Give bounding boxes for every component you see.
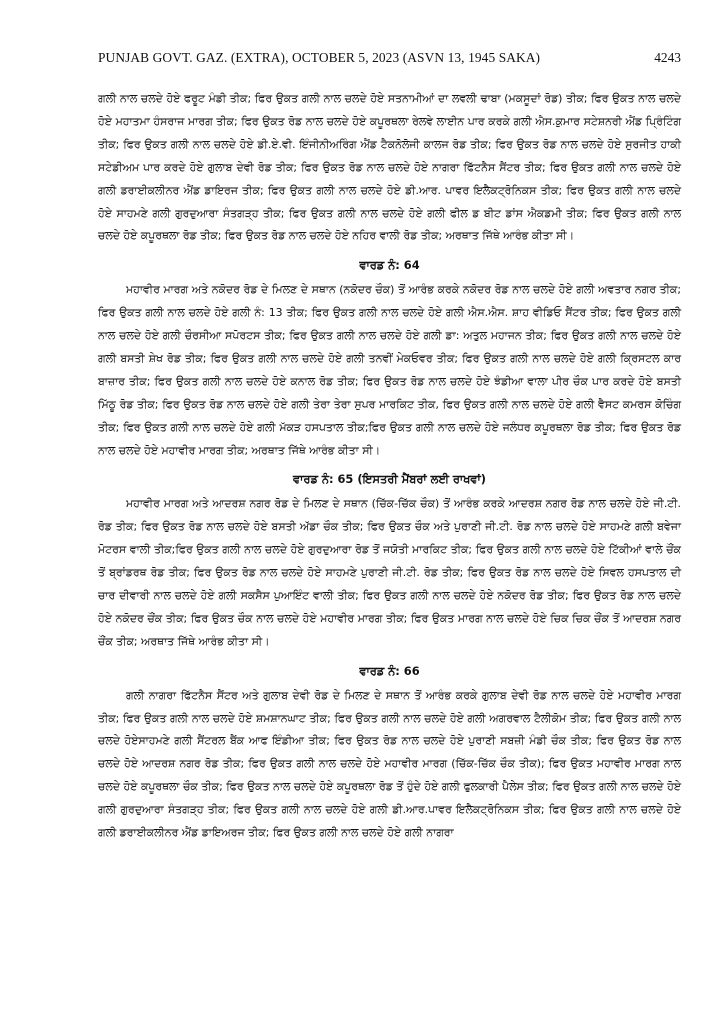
ward-64-heading: ਵਾਰਡ ਨੰ: 64 bbox=[359, 258, 420, 273]
continued-paragraph: ਗਲੀ ਨਾਲ ਚਲਦੇ ਹੋਏ ਫਰੂਟ ਮੰਡੀ ਤੀਕ; ਫਿਰ ਉਕਤ ਗਲੀ ਨਾਲ ਚਲਦੇ ਹੋਏ ਸਤਨਾਮੀਆਂ ਦਾ ਲਵਲੀ ਢਾਬਾ (ਮਕਸੂਦਾਂ ਰੋਡ) ਤੀਕ; ਫਿਰ ਉਕਤ ਨਾਲ ਚਲਦੇ ਹੋਏ ਮਹਾਤਮਾ ਹੰਸਰਾਜ ਮਾਰਗ ਤੀਕ; ਫਿਰ ਉਕਤ ਰੋਡ ਨਾਲ ਚਲਦੇ ਹੋਏ ਕਪੂਰਥਲਾ ਰੇਲਵੇ ਲਾਈਨ ਪਾਰ ਕਰਕੇ ਗਲੀ ਐਸ.ਕੁਮਾਰ ਸਟੇਸ਼ਨਰੀ ਐਂਡ ਪ੍ਰਿੰਟਿੰਗ ਤੀਕ; ਫਿਰ ਉਕਤ ਗਲੀ ਨਾਲ ਚਲਦੇ ਹੋਏ ਡੀ.ਏ.ਵੀ. ਇੰਜੀਨੀਅਰਿੰਗ ਐਂਡ ਟੈਕਨੋਲੋਜੀ ਕਾਲਜ ਰੋਡ ਤੀਕ; ਫਿਰ ਉਕਤ ਰੋਡ ਨਾਲ ਚਲਦੇ ਹੋਏ ਸੁਰਜੀਤ ਹਾਕੀ ਸਟੇਡੀਅਮ ਪਾਰ ਕਰਦੇ ਹੋਏ ਗੁਲਾਬ ਦੇਵੀ ਰੋਡ ਤੀਕ; ਫਿਰ ਉਕਤ ਰੋਡ ਨਾਲ ਚਲਦੇ ਹੋਏ ਨਾਗਰਾ ਫਿੱਟਨੈਸ ਸੈਂਟਰ ਤੀਕ; ਫਿਰ ਉਕਤ ਗਲੀ ਨਾਲ ਚਲਦੇ ਹੋਏ ਗਲੀ ਡਰਾਈਕਲੀਨਰ ਐਂਡ ਡਾਇਰਜ ਤੀਕ; ਫਿਰ ਉਕਤ ਗਲੀ ਨਾਲ ਚਲਦੇ ਹੋਏ ਡੀ.ਆਰ. ਪਾਵਰ ਇਲੈਕਟ੍ਰੋਨਿਕਸ ਤੀਕ; ਫਿਰ ਉਕਤ ਗਲੀ ਨਾਲ ਚਲਦੇ ਹੋਏ ਸਾਹਮਣੇ ਗਲੀ ਗੁਰਦੁਆਰਾ ਸੰਤਗੜ੍ਹ ਤੀਕ; ਫਿਰ ਉਕਤ ਗਲੀ ਨਾਲ ਚਲਦੇ ਹੋਏ ਗਲੀ ਫੀਲ ਡ ਬੀਟ ਡਾਂਸ ਐਕਡਮੀ ਤੀਕ; ਫਿਰ ਉਕਤ ਗਲੀ ਨਾਲ ਚਲਦੇ ਹੋਏ ਕਪੂਰਥਲਾ ਰੋਡ ਤੀਕ; ਫਿਰ ਉਕਤ ਰੋਡ ਨਾਲ ਚਲਦੇ ਹੋਏ ਨਹਿਰ ਵਾਲੀ ਰੋਡ ਤੀਕ; ਅਰਥਾਤ ਜਿੱਥੇ ਆਰੰਭ ਕੀਤਾ ਸੀ। bbox=[98, 92, 681, 243]
ward-66-heading: ਵਾਰਡ ਨੰ: 66 bbox=[359, 663, 420, 678]
ward-64-paragraph: ਮਹਾਵੀਰ ਮਾਰਗ ਅਤੇ ਨਕੋਦਰ ਰੋਡ ਦੇ ਮਿਲਣ ਦੇ ਸਥਾਨ (ਨਕੋਦਰ ਚੌਕ) ਤੋਂ ਆਰੰਭ ਕਰਕੇ ਨਕੋਦਰ ਰੋਡ ਨਾਲ ਚਲਦੇ ਹੋਏ ਗਲੀ ਅਵਤਾਰ ਨਗਰ ਤੀਕ; ਫਿਰ ਉਕਤ ਗਲੀ ਨਾਲ ਚਲਦੇ ਹੋਏ ਗਲੀ ਨੰ: 13 ਤੀਕ; ਫਿਰ ਉਕਤ ਗਲੀ ਨਾਲ ਚਲਦੇ ਹੋਏ ਗਲੀ ਐਸ.ਐਸ. ਸ਼ਾਹ ਵੀਡਿਓ ਸੈਂਟਰ ਤੀਕ; ਫਿਰ ਉਕਤ ਗਲੀ ਨਾਲ ਚਲਦੇ ਹੋਏ ਗਲੀ ਚੌਰਸੀਆ ਸਪੋਰਟਸ ਤੀਕ; ਫਿਰ ਉਕਤ ਗਲੀ ਨਾਲ ਚਲਦੇ ਹੋਏ ਗਲੀ ਡਾ: ਅਤੁਲ ਮਹਾਜਨ ਤੀਕ; ਫਿਰ ਉਕਤ ਗਲੀ ਨਾਲ ਚਲਦੇ ਹੋਏ ਗਲੀ ਬਸਤੀ ਸ਼ੇਖ ਰੋਡ ਤੀਕ; ਫਿਰ ਉਕਤ ਗਲੀ ਨਾਲ ਚਲਦੇ ਹੋਏ ਗਲੀ ਤਨਵੀਂ ਮੇਕਓਵਰ ਤੀਕ; ਫਿਰ ਉਕਤ ਗਲੀ ਨਾਲ ਚਲਦੇ ਹੋਏ ਗਲੀ ਕ੍ਰਿਸਟਲ ਕਾਰ ਬਾਜ਼ਾਰ ਤੀਕ; ਫਿਰ ਉਕਤ ਗਲੀ ਨਾਲ ਚਲਦੇ ਹੋਏ ਕਨਾਲ ਰੋਡ ਤੀਕ; ਫਿਰ ਉਕਤ ਰੋਡ ਨਾਲ ਚਲਦੇ ਹੋਏ ਝੰਡੀਆ ਵਾਲਾ ਪੀਰ ਚੌਕ ਪਾਰ ਕਰਦੇ ਹੋਏ ਬਸਤੀ ਮਿੱਠੂ ਰੋਡ ਤੀਕ; ਫਿਰ ਉਕਤ ਰੋਡ ਨਾਲ ਚਲਦੇ ਹੋਏ ਗਲੀ ਤੇਰਾ ਤੇਰਾ ਸੁਪਰ ਮਾਰਕਿਟ ਤੀਕ, ਫਿਰ ਉਕਤ ਗਲੀ ਨਾਲ ਚਲਦੇ ਹੋਏ ਗਲੀ ਵੈਸਟ ਕਮਰਸ ਕੋਚਿੰਗ ਤੀਕ; ਫਿਰ ਉਕਤ ਗਲੀ ਨਾਲ ਚਲਦੇ ਹੋਏ ਗਲੀ ਮੱਕੜ ਹਸਪਤਾਲ ਤੀਕ;ਫਿਰ ਉਕਤ ਗਲੀ ਨਾਲ ਚਲਦੇ ਹੋਏ ਜਲੰਧਰ ਕਪੂਰਥਲਾ ਰੋਡ ਤੀਕ; ਫਿਰ ਉਕਤ ਰੋਡ ਨਾਲ ਚਲਦੇ ਹੋਏ ਮਹਾਵੀਰ ਮਾਰਗ ਤੀਕ; ਅਰਥਾਤ ਜਿੱਥੇ ਆਰੰਭ ਕੀਤਾ ਸੀ। bbox=[98, 283, 681, 457]
gazette-title: PUNJAB GOVT. GAZ. (EXTRA), OCTOBER 5, 2023 (ASVN 13, 1945 SAKA) bbox=[98, 50, 541, 65]
ward-65-paragraph: ਮਹਾਵੀਰ ਮਾਰਗ ਅਤੇ ਆਦਰਸ਼ ਨਗਰ ਰੋਡ ਦੇ ਮਿਲਣ ਦੇ ਸਥਾਨ (ਚਿੱਕ-ਚਿੱਕ ਚੌਕ) ਤੋਂ ਆਰੰਭ ਕਰਕੇ ਆਦਰਸ਼ ਨਗਰ ਰੋਡ ਨਾਲ ਚਲਦੇ ਹੋਏ ਜੀ.ਟੀ. ਰੋਡ ਤੀਕ; ਫਿਰ ਉਕਤ ਰੋਡ ਨਾਲ ਚਲਦੇ ਹੋਏ ਬਸਤੀ ਅੱਡਾ ਚੌਕ ਤੀਕ; ਫਿਰ ਉਕਤ ਚੌਕ ਅਤੇ ਪੁਰਾਣੀ ਜੀ.ਟੀ. ਰੋਡ ਨਾਲ ਚਲਦੇ ਹੋਏ ਸਾਹਮਣੇ ਗਲੀ ਬਵੇਜਾ ਮੋਟਰਸ ਵਾਲੀ ਤੀਕ;ਫਿਰ ਉਕਤ ਗਲੀ ਨਾਲ ਚਲਦੇ ਹੋਏ ਗੁਰਦੁਆਰਾ ਰੋਡ ਤੋਂ ਜਯੋਤੀ ਮਾਰਕਿਟ ਤੀਕ; ਫਿਰ ਉਕਤ ਗਲੀ ਨਾਲ ਚਲਦੇ ਹੋਏ ਟਿੱਕੀਆਂ ਵਾਲੇ ਚੌਂਕ ਤੋਂ ਬ੍ਰਾਂਡਰਥ ਰੋਡ ਤੀਕ; ਫਿਰ ਉਕਤ ਰੋਡ ਨਾਲ ਚਲਦੇ ਹੋਏ ਸਾਹਮਣੇ ਪੁਰਾਣੀ ਜੀ.ਟੀ. ਰੋਡ ਤੀਕ; ਫਿਰ ਉਕਤ ਰੋਡ ਨਾਲ ਚਲਦੇ ਹੋਏ ਸਿਵਲ ਹਸਪਤਾਲ ਦੀ ਚਾਰ ਦੀਵਾਰੀ ਨਾਲ ਚਲਦੇ ਹੋਏ ਗਲੀ ਸਕਸੈਸ ਪੁਆਇੰਟ ਵਾਲੀ ਤੀਕ; ਫਿਰ ਉਕਤ ਗਲੀ ਨਾਲ ਚਲਦੇ ਹੋਏ ਨਕੋਦਰ ਰੋਡ ਤੀਕ; ਫਿਰ ਉਕਤ ਰੋਡ ਨਾਲ ਚਲਦੇ ਹੋਏ ਨਕੋਦਰ ਚੌਂਕ ਤੀਕ; ਫਿਰ ਉਕਤ ਚੌਕ ਨਾਲ ਚਲਦੇ ਹੋਏ ਮਹਾਵੀਰ ਮਾਰਗ ਤੀਕ; ਫਿਰ ਉਕਤ ਮਾਰਗ ਨਾਲ ਚਲਦੇ ਹੋਏ ਚਿਕ ਚਿਕ ਚੌਂਕ ਤੋਂ ਆਦਰਸ਼ ਨਗਰ ਚੌਂਕ ਤੀਕ; ਅਰਥਾਤ ਜਿੱਥੇ ਆਰੰਭ ਕੀਤਾ ਸੀ। bbox=[98, 497, 681, 648]
ward-65-heading: ਵਾਰਡ ਨੰ: 65 (ਇਸਤਰੀ ਮੈਂਬਰਾਂ ਲਈ ਰਾਖਵਾਂ) bbox=[293, 472, 486, 487]
document-body bbox=[98, 88, 681, 845]
page-header bbox=[98, 50, 681, 72]
ward-66-paragraph: ਗਲੀ ਨਾਗਰਾ ਫਿੱਟਨੈਸ ਸੈਂਟਰ ਅਤੇ ਗੁਲਾਬ ਦੇਵੀ ਰੋਡ ਦੇ ਮਿਲਣ ਦੇ ਸਥਾਨ ਤੋਂ ਆਰੰਭ ਕਰਕੇ ਗੁਲਾਬ ਦੇਵੀ ਰੋਡ ਨਾਲ ਚਲਦੇ ਹੋਏ ਮਹਾਵੀਰ ਮਾਰਗ ਤੀਕ; ਫਿਰ ਉਕਤ ਗਲੀ ਨਾਲ ਚਲਦੇ ਹੋਏ ਸ਼ਮਸ਼ਾਨਘਾਟ ਤੀਕ; ਫਿਰ ਉਕਤ ਗਲੀ ਨਾਲ ਚਲਦੇ ਹੋਏ ਗਲੀ ਅਗਰਵਾਲ ਟੈਲੀਕੋਮ ਤੀਕ; ਫਿਰ ਉਕਤ ਗਲੀ ਨਾਲ ਚਲਦੇ ਹੋਏਸਾਹਮਣੇ ਗਲੀ ਸੈਂਟਰਲ ਬੈਂਕ ਆਫ ਇੰਡੀਆ ਤੀਕ; ਫਿਰ ਉਕਤ ਰੋਡ ਨਾਲ ਚਲਦੇ ਹੋਏ ਪੁਰਾਣੀ ਸਬਜ਼ੀ ਮੰਡੀ ਚੌਕ ਤੀਕ; ਫਿਰ ਉਕਤ ਰੋਡ ਨਾਲ ਚਲਦੇ ਹੋਏ ਆਦਰਸ਼ ਨਗਰ ਰੋਡ ਤੀਕ; ਫਿਰ ਉਕਤ ਗਲੀ ਨਾਲ ਚਲਦੇ ਹੋਏ ਮਹਾਵੀਰ ਮਾਰਗ (ਚਿੱਕ-ਚਿੱਕ ਚੌਕ ਤੀਕ); ਫਿਰ ਉਕਤ ਮਹਾਵੀਰ ਮਾਰਗ ਨਾਲ ਚਲਦੇ ਹੋਏ ਕਪੂਰਥਲਾ ਚੌਕ ਤੀਕ; ਫਿਰ ਉਕਤ ਨਾਲ ਚਲਦੇ ਹੋਏ ਕਪੂਰਥਲਾ ਰੋਡ ਤੋਂ ਹੁੰਦੇ ਹੋਏ ਗਲੀ ਫੁਲਕਾਰੀ ਪੈਲੇਸ ਤੀਕ; ਫਿਰ ਉਕਤ ਗਲੀ ਨਾਲ ਚਲਦੇ ਹੋਏ ਗਲੀ ਗੁਰਦੁਆਰਾ ਸੰਤਗੜ੍ਹ ਤੀਕ; ਫਿਰ ਉਕਤ ਗਲੀ ਨਾਲ ਚਲਦੇ ਹੋਏ ਗਲੀ ਡੀ.ਆਰ.ਪਾਵਰ ਇਲੈਕਟ੍ਰੋਨਿਕਸ ਤੀਕ; ਫਿਰ ਉਕਤ ਗਲੀ ਨਾਲ ਚਲਦੇ ਹੋਏ ਗਲੀ ਡਰਾਈਕਲੀਨਰ ਐਂਡ ਡਾਇਅਰਜ ਤੀਕ; ਫਿਰ ਉਕਤ ਗਲੀ ਨਾਲ ਚਲਦੇ ਹੋਏ ਗਲੀ ਨਾਗਰਾ bbox=[98, 688, 681, 840]
page-number: 4243 bbox=[654, 50, 681, 65]
